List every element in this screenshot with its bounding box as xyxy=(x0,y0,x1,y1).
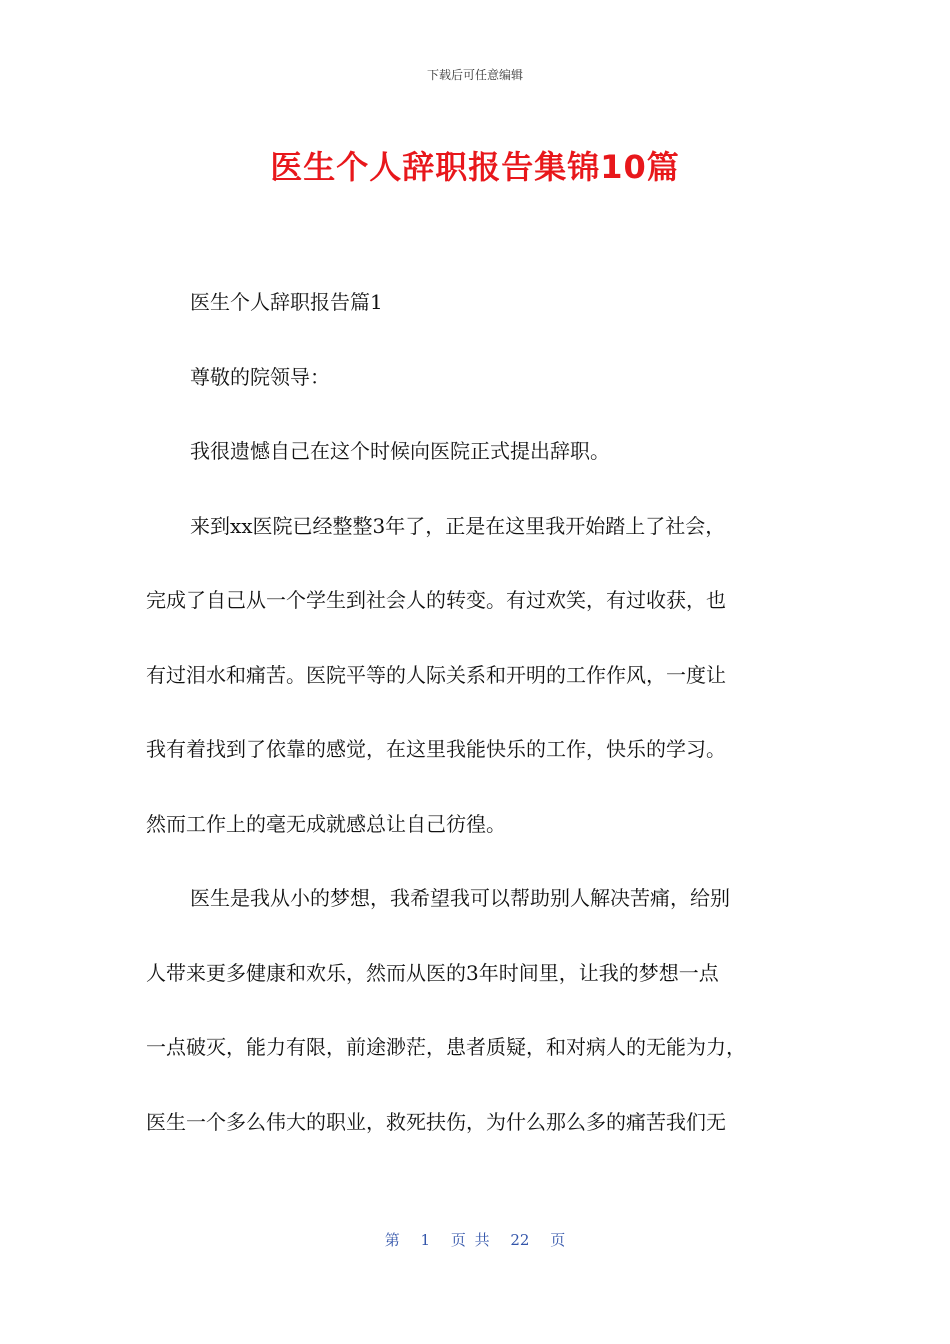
page-footer xyxy=(0,1229,950,1250)
footer-prefix: 第 xyxy=(384,1231,400,1249)
paragraph-line: 人带来更多健康和欢乐，然而从医的3年时间里，让我的梦想一点 xyxy=(146,960,719,985)
paragraph-line: 一点破灭，能力有限，前途渺茫，患者质疑，和对病人的无能为力， xyxy=(146,1035,746,1059)
footer-page-number: 1 xyxy=(420,1231,431,1249)
footer-total-pages: 22 xyxy=(510,1231,530,1249)
paragraph-line: 有过泪水和痛苦。医院平等的人际关系和开明的工作作风，一度让 xyxy=(146,662,726,687)
paragraph-line: 我有着找到了依靠的感觉，在这里我能快乐的工作，快乐的学习。 xyxy=(146,737,726,761)
paragraph-line: 医生个人辞职报告篇1 xyxy=(190,290,383,314)
paragraph-line: 医生一个多么伟大的职业，救死扶伤，为什么那么多的痛苦我们无 xyxy=(146,1109,726,1134)
paragraph-line: 我很遗憾自己在这个时候向医院正式提出辞职。 xyxy=(190,439,610,463)
paragraph-line: 来到xx医院已经整整3年了，正是在这里我开始踏上了社会， xyxy=(190,513,726,538)
footer-middle: 页 共 xyxy=(450,1231,490,1249)
paragraph-line: 然而工作上的毫无成就感总让自己彷徨。 xyxy=(146,811,506,836)
paragraph-line: 完成了自己从一个学生到社会人的转变。有过欢笑，有过收获，也 xyxy=(146,588,726,612)
footer-suffix: 页 xyxy=(550,1231,566,1249)
paragraph-line: 医生是我从小的梦想，我希望我可以帮助别人解决苦痛，给别 xyxy=(190,886,730,910)
paragraph-line: 尊敬的院领导： xyxy=(190,364,330,389)
document-title: 医生个人辞职报告集锦10篇 xyxy=(270,148,680,186)
header-note: 下载后可任意编辑 xyxy=(426,68,523,82)
